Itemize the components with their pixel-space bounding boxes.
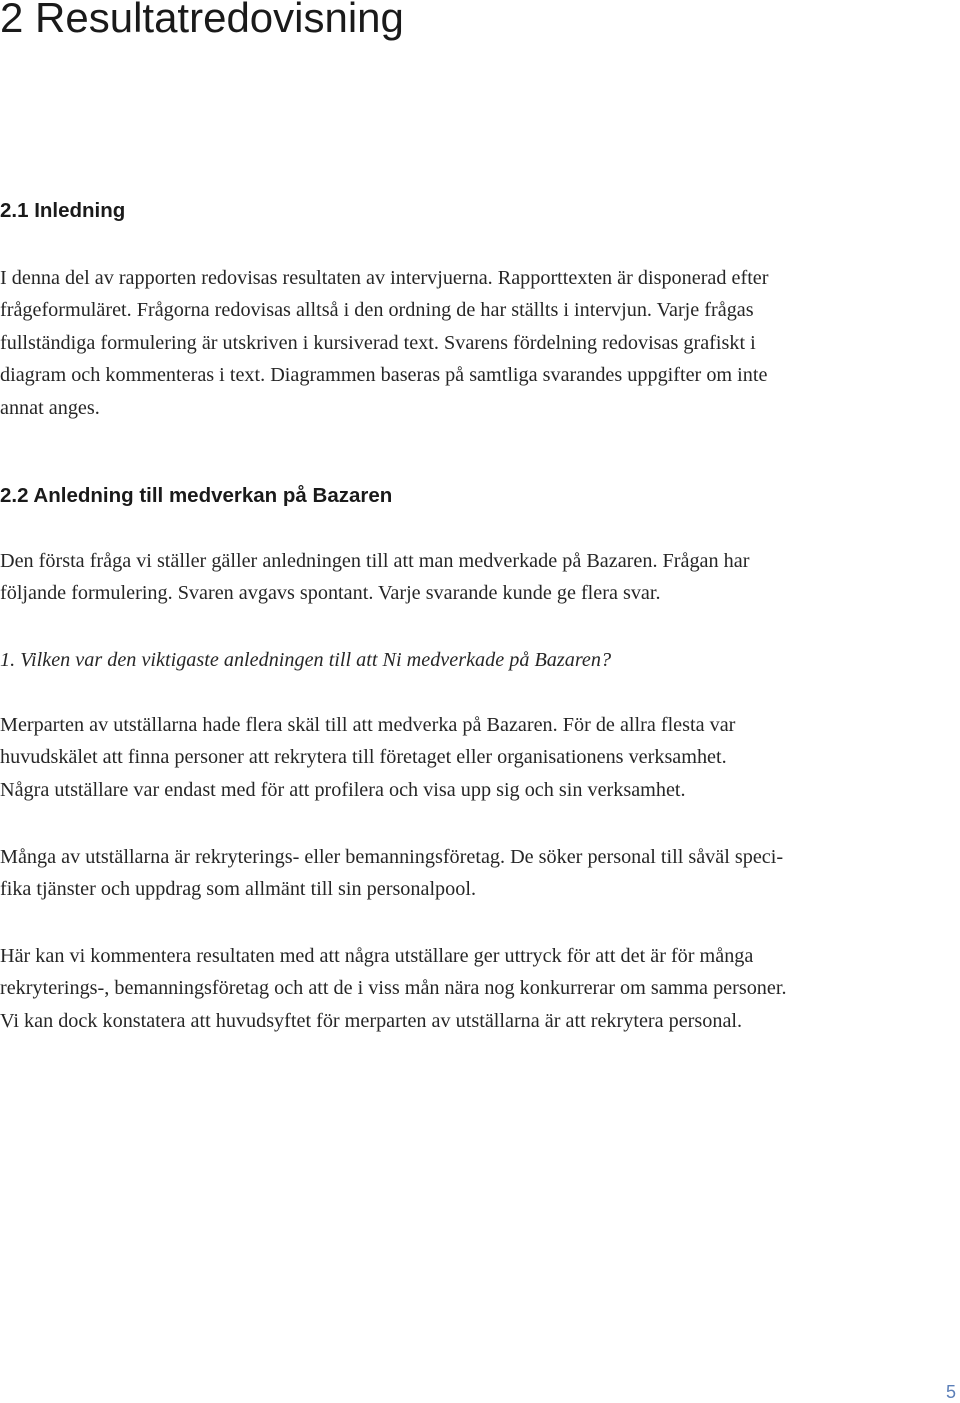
- paragraph-line: frågeformuläret. Frågorna redovisas alltså i den ordning de har ställts i intervjun. Varje frågas: [0, 299, 754, 322]
- paragraph-line: följande formulering. Svaren avgavs spontant. Varje svarande kunde ge flera svar.: [0, 582, 661, 605]
- paragraph-line: Några utställare var endast med för att profilera och visa upp sig och sin verksamhet.: [0, 778, 686, 801]
- question-intro-paragraph: [0, 545, 960, 610]
- paragraph-line: diagram och kommenteras i text. Diagrammen baseras på samtliga svarandes uppgifter om inte: [0, 364, 768, 387]
- question-1: [0, 644, 960, 676]
- answer-paragraph-2: [0, 841, 960, 906]
- paragraph-line: fika tjänster och uppdrag som allmänt till sin personalpool.: [0, 878, 476, 901]
- paragraph-line: Många av utställarna är rekryterings- eller bemanningsföretag. De söker personal till såväl speci-: [0, 846, 784, 868]
- paragraph-line: annat anges.: [0, 396, 100, 419]
- page-number: 5: [945, 1382, 956, 1402]
- paragraph-line: I denna del av rapporten redovisas resultaten av intervjuerna. Rapporttexten är disponerad efter: [0, 267, 769, 289]
- paragraph-line: Vi kan dock konstatera att huvudsyftet för merparten av utställarna är att rekrytera personal.: [0, 1009, 743, 1032]
- paragraph-line: huvudskälet att finna personer att rekrytera till företaget eller organisationens verksamhet.: [0, 746, 727, 769]
- paragraph-line: Här kan vi kommentera resultaten med att några utställare ger uttryck för att det är för många: [0, 945, 754, 967]
- question-text: 1. Vilken var den viktigaste anledningen till att Ni medverkade på Bazaren?: [0, 649, 612, 671]
- section-heading-inledning: 2.1 Inledning: [0, 199, 126, 222]
- paragraph-line: Merparten av utställarna hade flera skäl till att medverka på Bazaren. För de allra flesta var: [0, 714, 736, 736]
- paragraph-line: rekryterings-, bemanningsföretag och att de i viss mån nära nog konkurrerar om samma personer.: [0, 977, 787, 1000]
- paragraph-line: fullständiga formulering är utskriven i kursiverad text. Svarens fördelning redovisas grafiskt i: [0, 331, 756, 354]
- answer-paragraph-1: [0, 709, 960, 806]
- paragraph-line: Den första fråga vi ställer gäller anledningen till att man medverkade på Bazaren. Frågan har: [0, 550, 750, 572]
- section-heading-anledning: 2.2 Anledning till medverkan på Bazaren: [0, 484, 393, 507]
- answer-paragraph-3: [0, 940, 960, 1037]
- chapter-title: 2 Resultatredovisning: [0, 0, 404, 41]
- intro-paragraph: [0, 262, 960, 424]
